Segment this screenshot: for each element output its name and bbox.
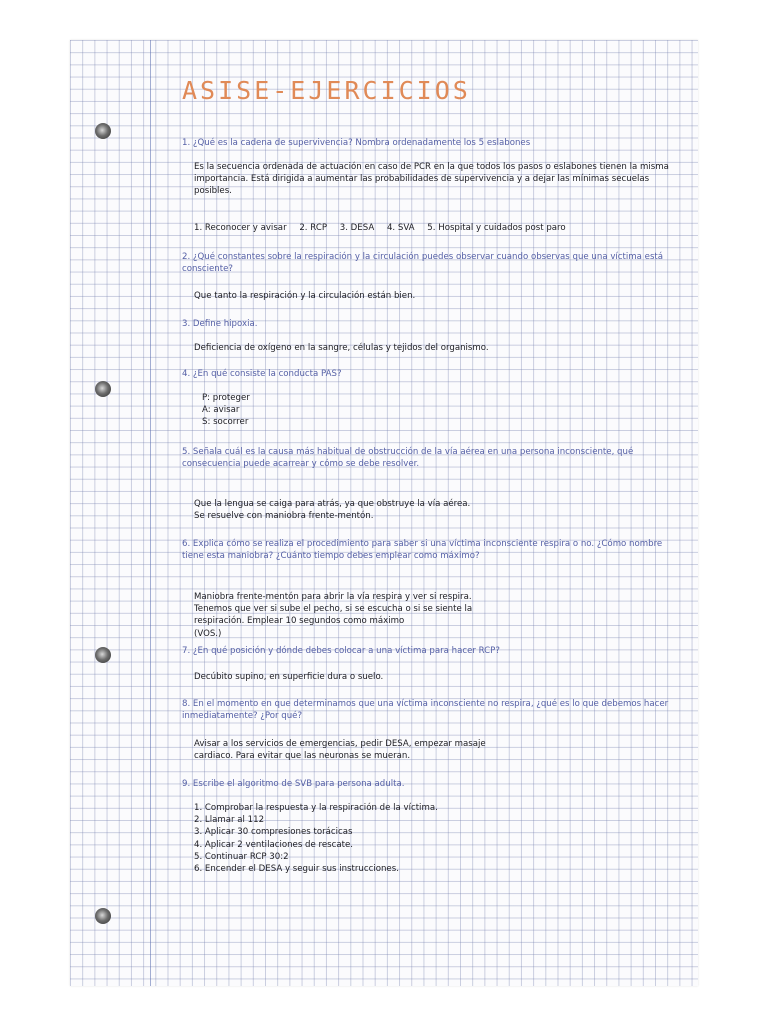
question-9: 9. Escribe el algoritmo de SVB para persona adulta. — [182, 779, 405, 789]
page-title: ASISE-EJERCICIOS — [182, 76, 471, 105]
answer-line: Que la lengua se caiga para atrás, ya que obstruye la vía aérea. — [194, 499, 471, 509]
answer-9-list — [194, 802, 674, 875]
answer-7: Decúbito supino, en superficie dura o suelo. — [194, 672, 384, 682]
list-item: 2. RCP — [299, 223, 328, 233]
binder-hole — [95, 647, 111, 663]
list-item: P: proteger — [202, 393, 250, 403]
question-8: 8. En el momento en que determinamos que una víctima inconsciente no respira, ¿qué es lo que debemos hacer inmediatamente? ¿Por qué? — [182, 699, 669, 722]
question-1: 1. ¿Qué es la cadena de supervivencia? Nombra ordenadamente los 5 eslabones — [182, 138, 531, 148]
answer-3: Deficiencia de oxígeno en la sangre, células y tejidos del organismo. — [194, 343, 489, 353]
notebook-sheet — [70, 40, 698, 986]
answer-line: cardiaco. Para evitar que las neuronas se mueran. — [194, 751, 411, 762]
answer-8 — [194, 738, 674, 762]
list-item: 6. Encender el DESA y seguir sus instrucciones. — [194, 864, 399, 875]
question-5: 5. Señala cuál es la causa más habitual de obstrucción de la vía aérea en una persona inconsciente, qué consecuencia puede acarrear y cómo se debe resolver. — [182, 447, 634, 470]
list-item: 5. Continuar RCP 30:2 — [194, 851, 289, 862]
question-4: 4. ¿En qué consiste la conducta PAS? — [182, 369, 342, 379]
answer-line: Maniobra frente-mentón para abrir la vía respira y ver si respira. — [194, 592, 472, 602]
list-item: S: socorrer — [202, 417, 249, 428]
list-item: 4. Aplicar 2 ventilaciones de rescate. — [194, 839, 354, 850]
question-7: 7. ¿En qué posición y dónde debes colocar a una víctima para hacer RCP? — [182, 646, 500, 656]
answer-line: Tenemos que ver si sube el pecho, si se escucha o si se siente la — [194, 604, 473, 615]
question-2: 2. ¿Qué constantes sobre la respiración y la circulación puedes observar cuando observas que una víctima está consciente? — [182, 252, 664, 275]
list-item: 5. Hospital y cuidados post paro — [427, 223, 566, 233]
answer-1: Es la secuencia ordenada de actuación en caso de PCR en la que todos los pasos o eslabones tienen la misma importancia. Está dirigida a aumentar las probabilidades de supervivencia y a dejar las mínimas secuelas posibles. — [194, 162, 669, 197]
list-item: 3. Aplicar 30 compresiones torácicas — [194, 827, 353, 838]
answer-2: Que tanto la respiración y la circulación están bien. — [194, 291, 416, 301]
question-6: 6. Explica cómo se realiza el procedimiento para saber si una víctima inconsciente respira o no. ¿Cómo nombre tiene esta maniobra? ¿Cuánto tiempo debes emplear como máximo? — [182, 539, 663, 562]
answer-6 — [194, 591, 674, 640]
list-item: 1. Reconocer y avisar — [194, 223, 287, 233]
binder-hole — [95, 123, 111, 139]
binder-hole — [95, 908, 111, 924]
answer-5 — [194, 498, 674, 522]
answer-line: Se resuelve con maniobra frente-mentón. — [194, 511, 374, 522]
binder-hole — [95, 381, 111, 397]
answer-line: (VOS.) — [194, 628, 222, 639]
list-item: 1. Comprobar la respuesta y la respiración de la víctima. — [194, 803, 438, 813]
answer-line: respiración. Emplear 10 segundos como máximo — [194, 616, 405, 627]
answer-4-list — [202, 392, 682, 429]
list-item: 3. DESA — [339, 223, 375, 233]
list-item: 2. Llamar al 112 — [194, 815, 265, 826]
list-item: 4. SVA — [386, 223, 415, 233]
margin-line — [150, 40, 151, 986]
answer-line: Avisar a los servicios de emergencias, pedir DESA, empezar masaje — [194, 739, 486, 749]
list-item: A: avisar — [202, 405, 240, 416]
answer-1-list — [194, 222, 674, 234]
question-3: 3. Define hipoxia. — [182, 319, 258, 329]
